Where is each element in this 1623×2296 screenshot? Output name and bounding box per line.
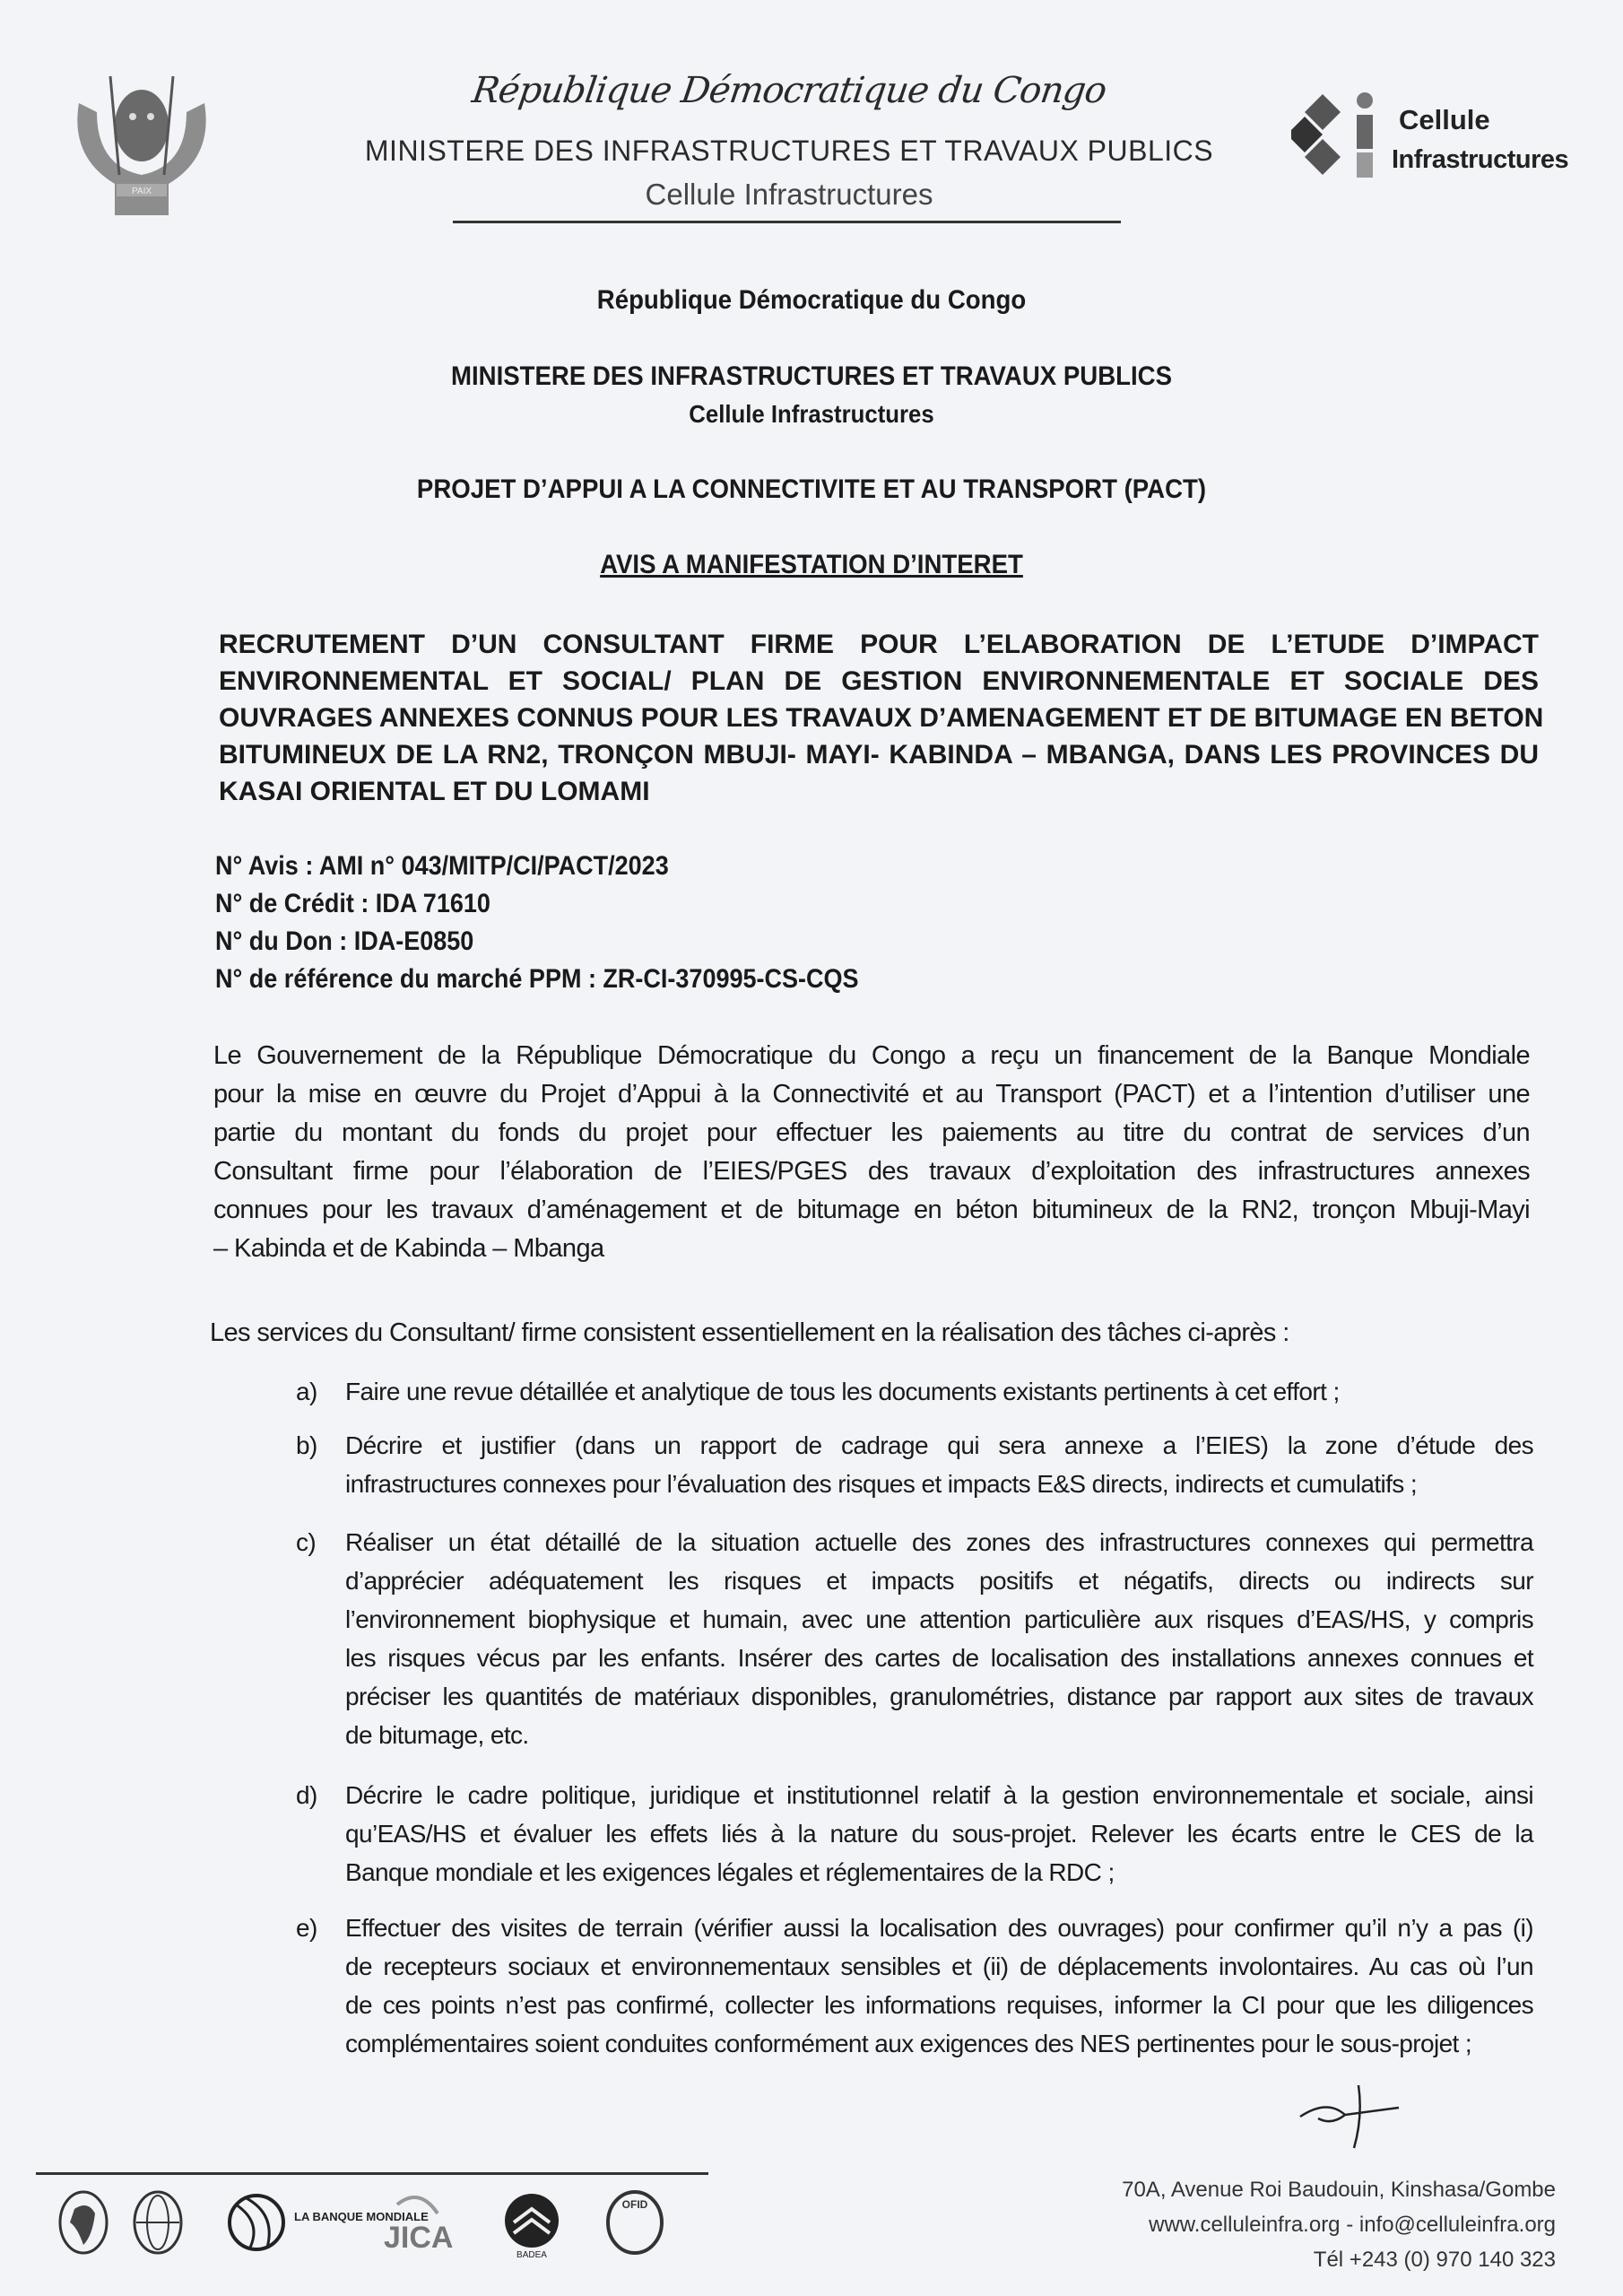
logo-text-cellule: Cellule xyxy=(1399,104,1490,135)
globe-partner-logo xyxy=(135,2192,181,2253)
task-label: c) xyxy=(296,1528,317,1556)
intro-line: – Kabinda et de Kabinda – Mbanga xyxy=(213,1234,604,1263)
task-line: préciser les quantités de matériaux disponibles, granulométries, distance par rapport aux sites de travaux xyxy=(345,1683,1533,1710)
svg-text:OFID: OFID xyxy=(621,2198,648,2211)
task-text xyxy=(345,1776,1533,1892)
heading-notice: AVIS A MANIFESTATION D’INTERET xyxy=(600,550,1023,579)
task-text xyxy=(345,1372,1533,1411)
ref-don: N° du Don : IDA-E0850 xyxy=(215,926,474,956)
task-line: qu’EAS/HS et évaluer les effets liés à la nature du sous-projet. Relever les écarts entre le CES de la xyxy=(345,1820,1533,1848)
jica-logo xyxy=(384,2197,453,2255)
task-label: e) xyxy=(296,1914,317,1942)
subject-line: RECRUTEMENT D’UN CONSULTANT FIRME POUR L’ELABORATION DE L’ETUDE D’IMPACT xyxy=(219,630,1539,659)
subject-line: BITUMINEUX DE LA RN2, TRONÇON MBUJI- MAYI- KABINDA – MBANGA, DANS LES PROVINCES DU xyxy=(219,740,1539,770)
cellule-logo-icon xyxy=(1291,90,1390,188)
svg-text:JICA: JICA xyxy=(384,2221,454,2255)
task-line: Réaliser un état détaillé de la situation actuelle des zones des infrastructures connexes qui permettra xyxy=(345,1528,1533,1556)
afdb-logo xyxy=(60,2192,107,2253)
task-line: Faire une revue détaillée et analytique de tous les documents existants pertinents à cet effort ; xyxy=(345,1378,1340,1405)
task-label: b) xyxy=(296,1431,317,1459)
task-line: Effectuer des visites de terrain (vérifier aussi la localisation des ouvrages) pour confirmer qu’il n’y a pas (i) xyxy=(345,1914,1533,1942)
letterhead-ministry: MINISTERE DES INFRASTRUCTURES ET TRAVAUX PUBLICS xyxy=(364,135,1214,167)
services-intro: Les services du Consultant/ firme consistent essentiellement en la réalisation des tâches ci-après : xyxy=(210,1318,1289,1347)
heading-ministry: MINISTERE DES INFRASTRUCTURES ET TRAVAUX PUBLICS xyxy=(450,361,1173,391)
intro-line: Consultant firme pour l’élaboration de l’EIES/PGES des travaux d’exploitation des infrastructures annexes xyxy=(213,1157,1530,1186)
badea-logo xyxy=(505,2194,559,2258)
logo-text-infrastructures: Infrastructures xyxy=(1392,145,1569,174)
task-line: l’environnement biophysique et humain, avec une attention particulière aux risques d’EAS/HS, y compris xyxy=(345,1605,1533,1633)
svg-text:BADEA: BADEA xyxy=(516,2250,547,2258)
task-text xyxy=(345,1523,1533,1754)
task-text xyxy=(345,1426,1533,1503)
task-line: les risques vécus par les enfants. Insérer des cartes de localisation des installations annexes connues et xyxy=(345,1644,1533,1672)
task-line: Banque mondiale et les exigences légales et réglementaires de la RDC ; xyxy=(345,1858,1115,1886)
world-bank-label: LA BANQUE MONDIALE xyxy=(294,2210,429,2223)
heading-unit: Cellule Infrastructures xyxy=(689,400,934,428)
ref-ppm: N° de référence du marché PPM : ZR-CI-370995-CS-CQS xyxy=(215,964,859,994)
task-label: d) xyxy=(296,1781,317,1809)
footer-divider xyxy=(36,2172,708,2175)
task-line: de recepteurs sociaux et environnementaux sensibles et (ii) de déplacements involontaires. Au cas où l’un xyxy=(345,1952,1533,1980)
intro-line: Le Gouvernement de la République Démocratique du Congo a reçu un financement de la Banque Mondiale xyxy=(213,1041,1530,1070)
task-line: complémentaires soient conduites conformément aux exigences des NES pertinentes pour le sous-projet ; xyxy=(345,2030,1472,2057)
reference-numbers xyxy=(215,848,930,998)
drc-coat-of-arms-emblem xyxy=(61,49,222,220)
task-line: de bitumage, etc. xyxy=(345,1721,529,1749)
intro-paragraph xyxy=(213,1037,1530,1268)
signature xyxy=(1291,2081,1417,2152)
footer-address: 70A, Avenue Roi Baudouin, Kinshasa/Gombe xyxy=(1122,2178,1556,2202)
ref-avis: N° Avis : AMI n° 043/MITP/CI/PACT/2023 xyxy=(215,851,669,881)
heading-country: République Démocratique du Congo xyxy=(596,285,1027,315)
intro-line: connues pour les travaux d’aménagement et de bitumage en béton bitumineux de la RN2, tronçon Mbuji-Mayi xyxy=(213,1196,1530,1224)
task-label: a) xyxy=(296,1378,317,1405)
task-line: Décrire le cadre politique, juridique et institutionnel relatif à la gestion environnementale et sociale, ainsi xyxy=(345,1781,1533,1809)
footer-phone: Tél +243 (0) 970 140 323 xyxy=(1313,2248,1556,2272)
task-line: de ces points n’est pas confirmé, collecter les informations requises, informer la CI pour que les diligences xyxy=(345,1991,1533,2019)
letterhead-script-title: République Démocratique du Congo xyxy=(469,70,1109,111)
cellule-infrastructures-logo xyxy=(1291,90,1614,188)
ofid-logo xyxy=(608,2192,662,2253)
task-text xyxy=(345,1909,1533,2063)
subject-line: OUVRAGES ANNEXES CONNUS POUR LES TRAVAUX D’AMENAGEMENT ET DE BITUMAGE EN BETON xyxy=(219,703,1544,733)
partner-logos xyxy=(43,2187,689,2258)
task-line: infrastructures connexes pour l’évaluation des risques et impacts E&S directs, indirects et cumulatifs ; xyxy=(345,1470,1418,1498)
letterhead-divider xyxy=(453,221,1121,223)
emblem-text: PAIX xyxy=(131,187,152,196)
subject-line: ENVIRONNEMENTAL ET SOCIAL/ PLAN DE GESTION ENVIRONNEMENTALE ET SOCIALE DES xyxy=(219,666,1539,696)
footer-contact xyxy=(1122,2172,1556,2277)
task-line: Décrire et justifier (dans un rapport de cadrage qui sera annexe a l’EIES) la zone d’étude des xyxy=(345,1431,1533,1459)
ref-credit: N° de Crédit : IDA 71610 xyxy=(215,889,490,918)
subject-line: KASAI ORIENTAL ET DU LOMAMI xyxy=(219,777,650,806)
intro-line: partie du montant du fonds du projet pour effectuer les paiements au titre du contrat de services d’un xyxy=(213,1118,1530,1147)
subject-block xyxy=(219,626,1544,810)
footer-web-email[interactable]: www.celluleinfra.org - info@celluleinfra.org xyxy=(1149,2213,1556,2237)
heading-project: PROJET D’APPUI A LA CONNECTIVITE ET AU TRANSPORT (PACT) xyxy=(416,474,1207,504)
letterhead-unit: Cellule Infrastructures xyxy=(645,178,933,211)
task-line: d’apprécier adéquatement les risques et impacts positifs et négatifs, directs ou indirects sur xyxy=(345,1567,1533,1595)
intro-line: pour la mise en œuvre du Projet d’Appui à la Connectivité et au Transport (PACT) et a l’intention d’utiliser une xyxy=(213,1080,1530,1109)
